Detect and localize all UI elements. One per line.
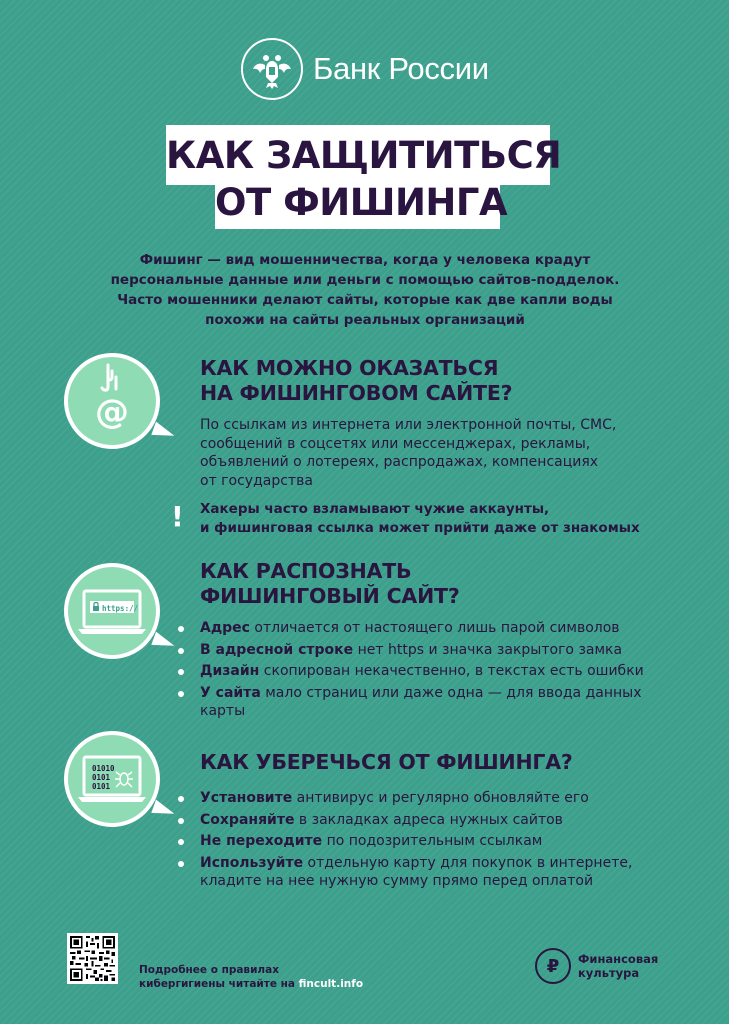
paragraph-line: от государства	[200, 472, 313, 489]
title-line-2: ОТ ФИШИНГА	[215, 181, 500, 229]
qr-code-icon[interactable]	[67, 933, 118, 984]
footer-line	[139, 977, 363, 991]
list-item-bold: У сайта	[200, 684, 261, 701]
list-item-bold: Дизайн	[200, 663, 260, 679]
fincult-link[interactable]: fincult.info	[298, 978, 364, 990]
list-item	[178, 619, 668, 638]
warning-text	[200, 500, 640, 538]
list-item-text: мало страниц или даже одна — для ввода данных карты	[200, 684, 642, 719]
code-line: 01010	[92, 764, 115, 773]
list-item-bold: В адресной строке	[200, 641, 354, 658]
list-item-text: в закладках адреса нужных сайтов	[294, 811, 563, 828]
list-item-bold: Не переходите	[200, 833, 323, 849]
laptop-binary-bug-icon	[64, 731, 160, 827]
svg-text:@: @	[95, 392, 129, 432]
bug-icon	[115, 772, 133, 787]
list-item-text: нет https и значка закрытого замка	[353, 641, 623, 658]
code-line: 0101	[92, 773, 111, 782]
list-item	[178, 662, 668, 681]
heading-line: ФИШИНГОВЫЙ САЙТ?	[200, 584, 460, 608]
intro-line: Часто мошенники делают сайты, которые как две капли воды	[117, 292, 613, 308]
list-item	[178, 854, 668, 891]
brand-line: культура	[578, 966, 640, 980]
exclamation-icon: !	[171, 500, 184, 533]
section2-list	[178, 619, 668, 724]
list-item-bold: Сохраняйте	[200, 811, 295, 828]
paragraph-line: объявлений о лотереях, распродажах, компенсациях	[200, 454, 599, 470]
heading-line: НА ФИШИНГОВОМ САЙТЕ?	[200, 381, 513, 405]
intro-text	[90, 250, 640, 330]
heading-line: КАК РАСПОЗНАТЬ	[200, 559, 412, 583]
title-line-1: КАК ЗАЩИТИТЬСЯ	[166, 125, 550, 185]
intro-line: Фишинг — вид мошенничества, когда у человека крадут	[139, 252, 591, 268]
eagle-emblem-icon	[241, 38, 303, 100]
code-line: 0101	[92, 782, 111, 791]
list-item-text: скопирован некачественно, в текстах есть ошибки	[259, 663, 644, 679]
list-item-bold: Используйте	[200, 854, 304, 871]
ruble-icon: ₽	[535, 948, 571, 984]
list-item-bold: Установите	[200, 790, 293, 806]
list-item-text: отдельную карту для покупок в интернете, кладите на нее нужную сумму прямо перед оплатой	[200, 854, 633, 889]
warning-line: Хакеры часто взламывают чужие аккаунты,	[200, 501, 550, 517]
list-item	[178, 789, 668, 808]
fincult-logo	[535, 948, 658, 984]
section1-paragraph	[200, 416, 660, 490]
bank-name: Банк России	[313, 51, 489, 86]
intro-line: похожи на сайты реальных организаций	[205, 312, 525, 328]
brand-line: Финансовая	[578, 952, 659, 966]
heading-line: КАК МОЖНО ОКАЗАТЬСЯ	[200, 356, 499, 380]
intro-line: персональные данные или деньги с помощью сайтов-подделок.	[110, 272, 620, 288]
warning-note	[171, 500, 640, 538]
list-item	[178, 684, 668, 721]
bank-logo	[241, 38, 489, 100]
list-item-bold: Адрес	[200, 620, 250, 636]
section3-list	[178, 789, 668, 894]
list-item	[178, 811, 668, 830]
list-item	[178, 832, 668, 851]
list-item-text: по подозрительным ссылкам	[322, 833, 543, 849]
section1-heading	[200, 356, 512, 406]
list-item	[178, 641, 668, 660]
warning-line: и фишинговая ссылка может прийти даже от знакомых	[200, 520, 640, 536]
hook-at-icon	[64, 353, 160, 449]
paragraph-line: сообщений в соцсетях или мессенджерах, рекламы,	[200, 435, 591, 452]
section2-heading	[200, 559, 460, 609]
https-label: https://	[102, 604, 139, 613]
footer-line-prefix: кибергигиены читайте на	[139, 978, 299, 990]
paragraph-line: По ссылкам из интернета или электронной почты, СМС,	[200, 417, 617, 433]
fincult-brand-text	[578, 952, 658, 980]
laptop-https-icon	[64, 563, 160, 659]
footer-line: Подробнее о правилах	[139, 964, 279, 976]
list-item-text: антивирус и регулярно обновляйте его	[292, 790, 589, 806]
section3-heading: КАК УБЕРЕЧЬСЯ ОТ ФИШИНГА?	[200, 750, 573, 774]
list-item-text: отличается от настоящего лишь парой символов	[249, 620, 620, 636]
footer-text	[139, 963, 363, 991]
